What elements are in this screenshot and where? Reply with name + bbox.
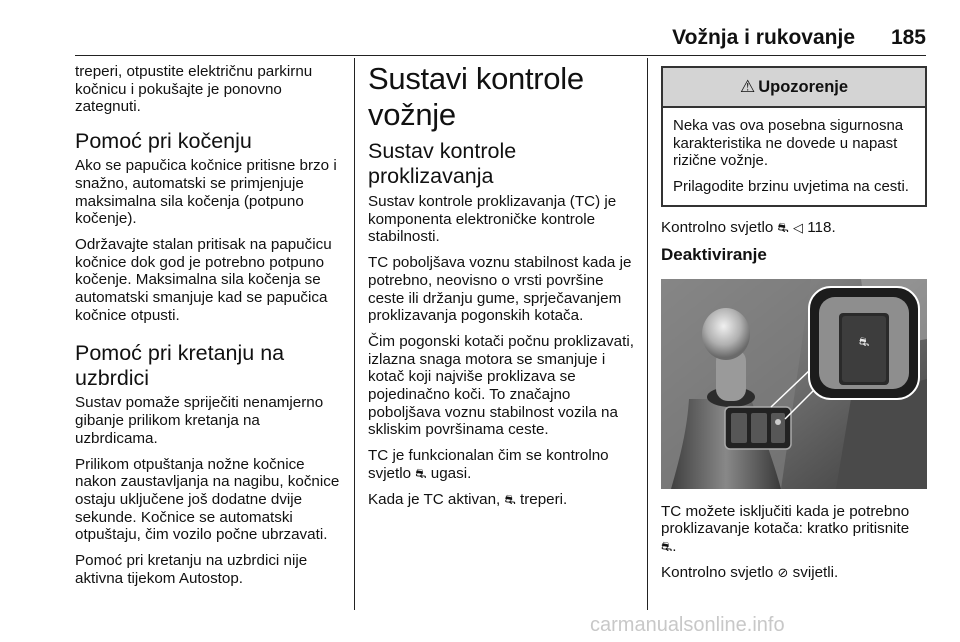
warning-triangle-icon: ⚠ — [739, 77, 756, 96]
hill-paragraph-2: Prilikom otpuštanja nožne kočnice nakon zaustavljanja na nagibu, kočnice ostaju uključene još dodatne dvije sekunde. Kočnice se automatski otpuštaju, čim vozilo počne ubrzavati. — [75, 455, 340, 544]
warning-body — [663, 108, 925, 205]
column-divider-2 — [647, 58, 648, 610]
tc-lamp-icon: ⛐ — [504, 491, 516, 507]
watermark: carmanualsonline.info — [590, 614, 785, 636]
tc-p4-text-b: ugasi. — [430, 464, 472, 482]
deactivate-text-end: . — [672, 537, 677, 555]
warning-paragraph-1: Neka vas ova posebna sigurnosna karakteristika ne dovede u napast rizične vožnje. — [673, 117, 904, 170]
column-divider-1 — [354, 58, 355, 610]
ref-text-b: 118. — [807, 218, 836, 236]
column-1 — [75, 63, 343, 595]
tc-paragraph-2: TC poboljšava voznu stabilnost kada je potrebno, neovisno o vrsti površine ceste ili držanju gume, sprječavanjem proklizavanja pogonskih kotača. — [368, 254, 632, 325]
heading-traction-control: Sustav kontrole proklizavanja — [368, 139, 517, 188]
heading-brake-assist: Pomoć pri kočenju — [75, 129, 252, 154]
warning-header — [663, 68, 925, 108]
center-console-photo — [661, 279, 927, 489]
svg-text:⛐: ⛐ — [858, 334, 870, 349]
intro-paragraph: treperi, otpustite električnu parkirnu kočnicu i pokušajte je ponovno zategnuti. — [75, 63, 313, 116]
header-rule — [75, 55, 926, 56]
deactivate-text: TC možete isključiti kada je potrebno proklizavanje kotača: kratko pritisnite — [661, 502, 910, 538]
deactivate-paragraph — [661, 503, 927, 556]
tc-button-icon: ⛐ — [661, 538, 673, 554]
tc-paragraph-1: Sustav kontrole proklizavanja (TC) je komponenta elektroničke kontrole stabilnosti. — [368, 193, 617, 246]
column-3 — [661, 66, 927, 589]
heading-deactivation: Deaktiviranje — [661, 244, 767, 264]
tc-p5-text-b: treperi. — [519, 490, 568, 508]
tc-p4-text-a: TC je funkcionalan čim se kontrolno svjetlo — [368, 447, 609, 482]
ref-text-a: Kontrolno svjetlo — [661, 218, 774, 236]
warning-box — [661, 66, 927, 207]
brake-assist-paragraph-1: Ako se papučica kočnice pritisne brzo i snažno, automatski se primjenjuje maksimalna sila kočenja (potpuno kočenje). — [75, 157, 337, 228]
reference-arrow-icon: ◁ — [793, 219, 803, 235]
tc-off-lamp-icon: ⊘ — [777, 564, 789, 580]
column-2 — [368, 61, 634, 516]
chapter-title: Vožnja i rukovanje — [672, 26, 855, 49]
control-lamp-reference — [661, 219, 927, 237]
tc-p5-text-a: Kada je TC aktivan, — [368, 490, 501, 508]
heading-driving-control-systems: Sustavi kontrole vožnje — [368, 61, 584, 132]
heading-hill-start-assist: Pomoć pri kretanju na uzbrdici — [75, 341, 285, 391]
hill-paragraph-3: Pomoć pri kretanju na uzbrdici nije aktivna tijekom Autostop. — [75, 552, 308, 587]
page-number: 185 — [890, 26, 926, 49]
tc-off-lamp-paragraph — [661, 564, 927, 582]
tc-off-text-b: svijetli. — [792, 563, 839, 581]
tc-lamp-icon: ⛐ — [777, 219, 789, 235]
warning-title: Upozorenje — [758, 77, 849, 96]
brake-assist-paragraph-2: Održavajte stalan pritisak na papučicu kočnice dok god je potrebno potpuno kočenje. Maksimalna sila kočenja se automatski smanjuje kad se papučica kočnice otpusti. — [75, 235, 332, 324]
tc-paragraph-4 — [368, 447, 634, 482]
hill-paragraph-1: Sustav pomaže spriječiti nenamjerno gibanje prilikom kretanja na uzbrdicama. — [75, 394, 324, 447]
tc-paragraph-3: Čim pogonski kotači počnu proklizavati, izlazna snaga motora se smanjuje i kotač koji najviše proklizava se pojedinačno koči. To značajno poboljšava voznu stabilnost vozila na skliskim površinama ceste. — [368, 332, 634, 439]
tc-lamp-icon: ⛐ — [415, 465, 427, 481]
console-illustration — [661, 279, 927, 489]
tc-off-text-a: Kontrolno svjetlo — [661, 563, 774, 581]
warning-paragraph-2: Prilagodite brzinu uvjetima na cesti. — [673, 178, 909, 196]
tc-paragraph-5 — [368, 491, 634, 509]
